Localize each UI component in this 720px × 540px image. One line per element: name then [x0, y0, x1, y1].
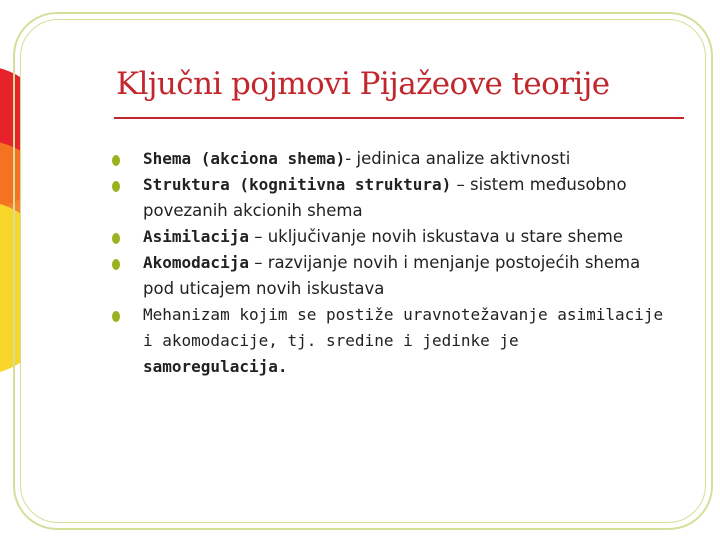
bullet-list [110, 146, 670, 380]
bullet-item [110, 146, 670, 172]
bullet-dot-icon [112, 155, 120, 166]
bullet-item [110, 302, 670, 380]
bullet-item [110, 172, 670, 224]
bullet-dot-icon [112, 181, 120, 192]
bullet-text: – razvijanje novih i menjanje postojećih shema pod uticajem novih iskustava [143, 253, 641, 298]
bullet-text: Mehanizam kojim se postiže uravnotežavanje asimilacije i akomodacije, tj. sredine i jedinke je [143, 305, 664, 350]
bullet-text: – sistem međusobno povezanih akcionih shema [143, 175, 627, 220]
bullet-dot-icon [112, 259, 120, 270]
bullet-term: Shema (akciona shema) [143, 149, 346, 168]
bullet-text: – uključivanje novih iskustava u stare sheme [248, 227, 624, 246]
bullet-item [110, 224, 670, 250]
bullet-text: - jedinica analize aktivnosti [345, 149, 571, 168]
bullet-term: Struktura (kognitivna struktura) [143, 175, 452, 194]
title-underline [114, 117, 684, 119]
bullet-term: samoregulacija. [143, 357, 288, 376]
bullet-term: Akomodacija [143, 253, 249, 272]
bullet-term: Asimilacija [143, 227, 249, 246]
bullet-item [110, 250, 670, 302]
bullet-dot-icon [112, 311, 120, 322]
bullet-dot-icon [112, 233, 120, 244]
slide-title: Ključni pojmovi Pijažeove teorije [116, 66, 610, 102]
